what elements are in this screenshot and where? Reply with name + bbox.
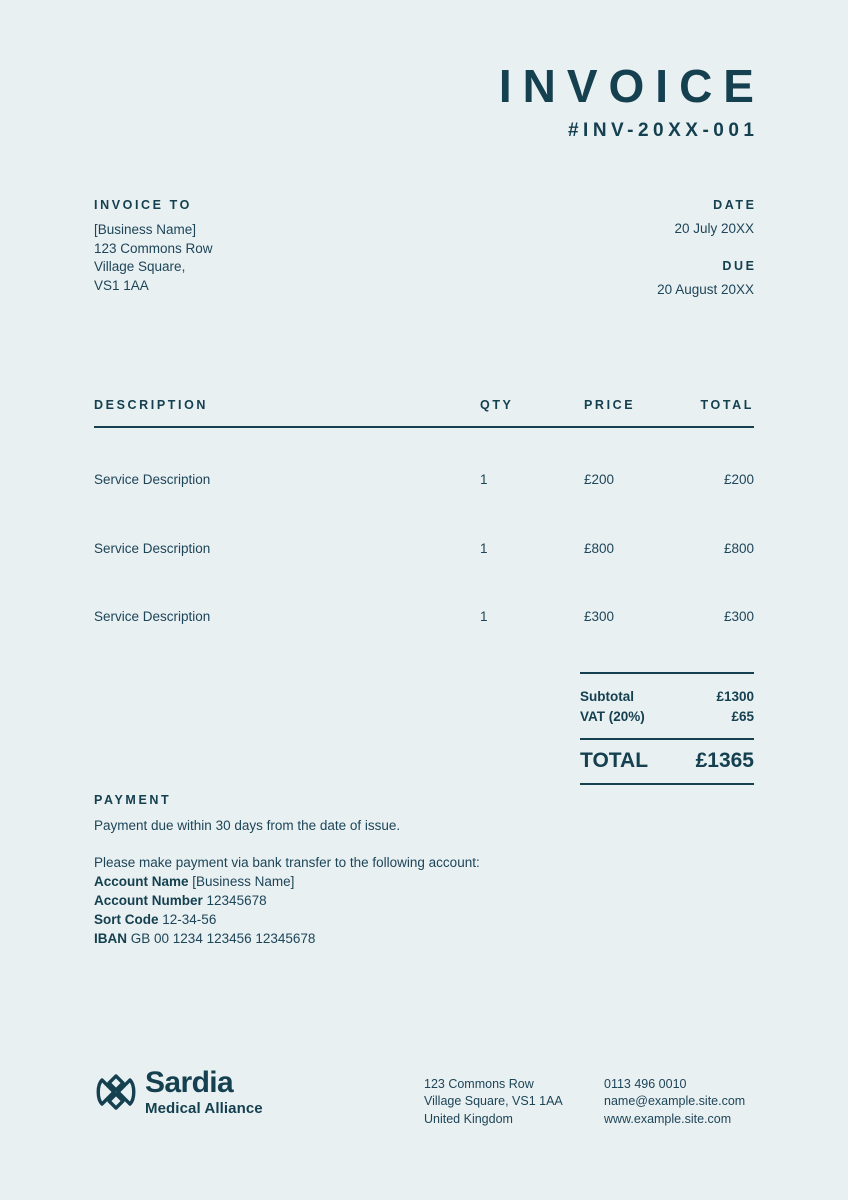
cell-qty: 1 (480, 540, 488, 556)
invoice-to-line: [Business Name] (94, 222, 197, 237)
vat-label: VAT (20%) (580, 709, 645, 724)
spacer (94, 835, 654, 853)
sort-code-label: Sort Code (94, 912, 159, 927)
account-name-line (94, 872, 654, 891)
invoice-to-line: VS1 1AA (94, 277, 149, 293)
ribbon-cross-icon (94, 1071, 138, 1115)
iban-label: IBAN (94, 931, 127, 946)
grand-total-value: £1365 (695, 749, 754, 772)
footer-contact (604, 1068, 745, 1129)
cell-qty: 1 (480, 609, 488, 624)
invoice-to-line: 123 Commons Row (94, 240, 213, 256)
brand-name: Sardia (145, 1065, 234, 1099)
payment-instruction: Please make payment via bank transfer to the following account: (94, 855, 480, 870)
cell-price: £300 (584, 609, 615, 624)
subtotal-row (580, 687, 754, 707)
account-number-label: Account Number (94, 893, 203, 908)
invoice-to-label: INVOICE TO (94, 198, 193, 212)
brand-subtitle: Medical Alliance (145, 1099, 263, 1117)
date-value: 20 July 20XX (674, 221, 754, 236)
column-header-qty: QTY (480, 398, 514, 412)
payment-label: PAYMENT (94, 793, 172, 807)
date-label: DATE (713, 198, 757, 212)
cell-description: Service Description (94, 609, 211, 624)
footer-address (424, 1068, 604, 1129)
company-logo (94, 1065, 424, 1118)
invoice-header (498, 60, 765, 142)
line-items-table (94, 398, 754, 634)
column-header-description: DESCRIPTION (94, 398, 209, 412)
iban-line (94, 929, 654, 948)
cell-qty: 1 (480, 472, 488, 487)
column-header-price: PRICE (584, 398, 636, 412)
column-header-total: TOTAL (700, 398, 754, 412)
iban-value: GB 00 1234 123456 12345678 (130, 931, 316, 946)
cell-price: £200 (584, 472, 615, 487)
account-number-value: 12345678 (206, 893, 267, 908)
vat-value: £65 (731, 709, 754, 724)
invoice-dates-block (657, 198, 757, 299)
invoice-to-block (94, 198, 424, 295)
cell-description: Service Description (94, 472, 211, 487)
grand-total-row (580, 738, 754, 785)
sort-code-line (94, 910, 654, 929)
cell-price: £800 (584, 540, 615, 556)
invoice-number: #INV-20XX-001 (567, 120, 759, 142)
footer-website[interactable]: www.example.site.com (604, 1111, 732, 1126)
cell-total: £200 (723, 472, 754, 487)
page-title: INVOICE (498, 60, 765, 112)
account-number-line (94, 891, 654, 910)
sort-code-value: 12-34-56 (162, 912, 217, 927)
payment-terms: Payment due within 30 days from the date of issue. (94, 818, 401, 833)
account-name-value: [Business Name] (192, 874, 295, 889)
table-header-row (94, 398, 754, 428)
vat-row (580, 707, 754, 727)
table-body (94, 428, 754, 634)
footer-email[interactable]: name@example.site.com (604, 1094, 746, 1108)
account-name-label: Account Name (94, 874, 189, 889)
footer-address-line: United Kingdom (424, 1111, 513, 1126)
due-value: 20 August 20XX (657, 281, 754, 297)
totals-block (580, 672, 754, 785)
subtotal-value: £1300 (716, 689, 754, 704)
spacer (657, 239, 754, 259)
subtotal-label: Subtotal (580, 689, 634, 704)
cell-total: £300 (723, 609, 754, 624)
invoice-footer (94, 1065, 754, 1129)
cell-total: £800 (723, 540, 754, 556)
footer-address-line: Village Square, VS1 1AA (424, 1094, 563, 1108)
table-row (94, 565, 754, 634)
invoice-to-line: Village Square, (94, 259, 186, 275)
due-label: DUE (722, 258, 757, 273)
table-row (94, 497, 754, 566)
footer-address-line: 123 Commons Row (424, 1076, 534, 1091)
grand-total-label: TOTAL (580, 749, 649, 772)
footer-phone: 0113 496 0010 (604, 1076, 687, 1091)
cell-description: Service Description (94, 540, 211, 556)
payment-block (94, 793, 654, 948)
logo-text (145, 1065, 263, 1118)
table-row (94, 428, 754, 497)
